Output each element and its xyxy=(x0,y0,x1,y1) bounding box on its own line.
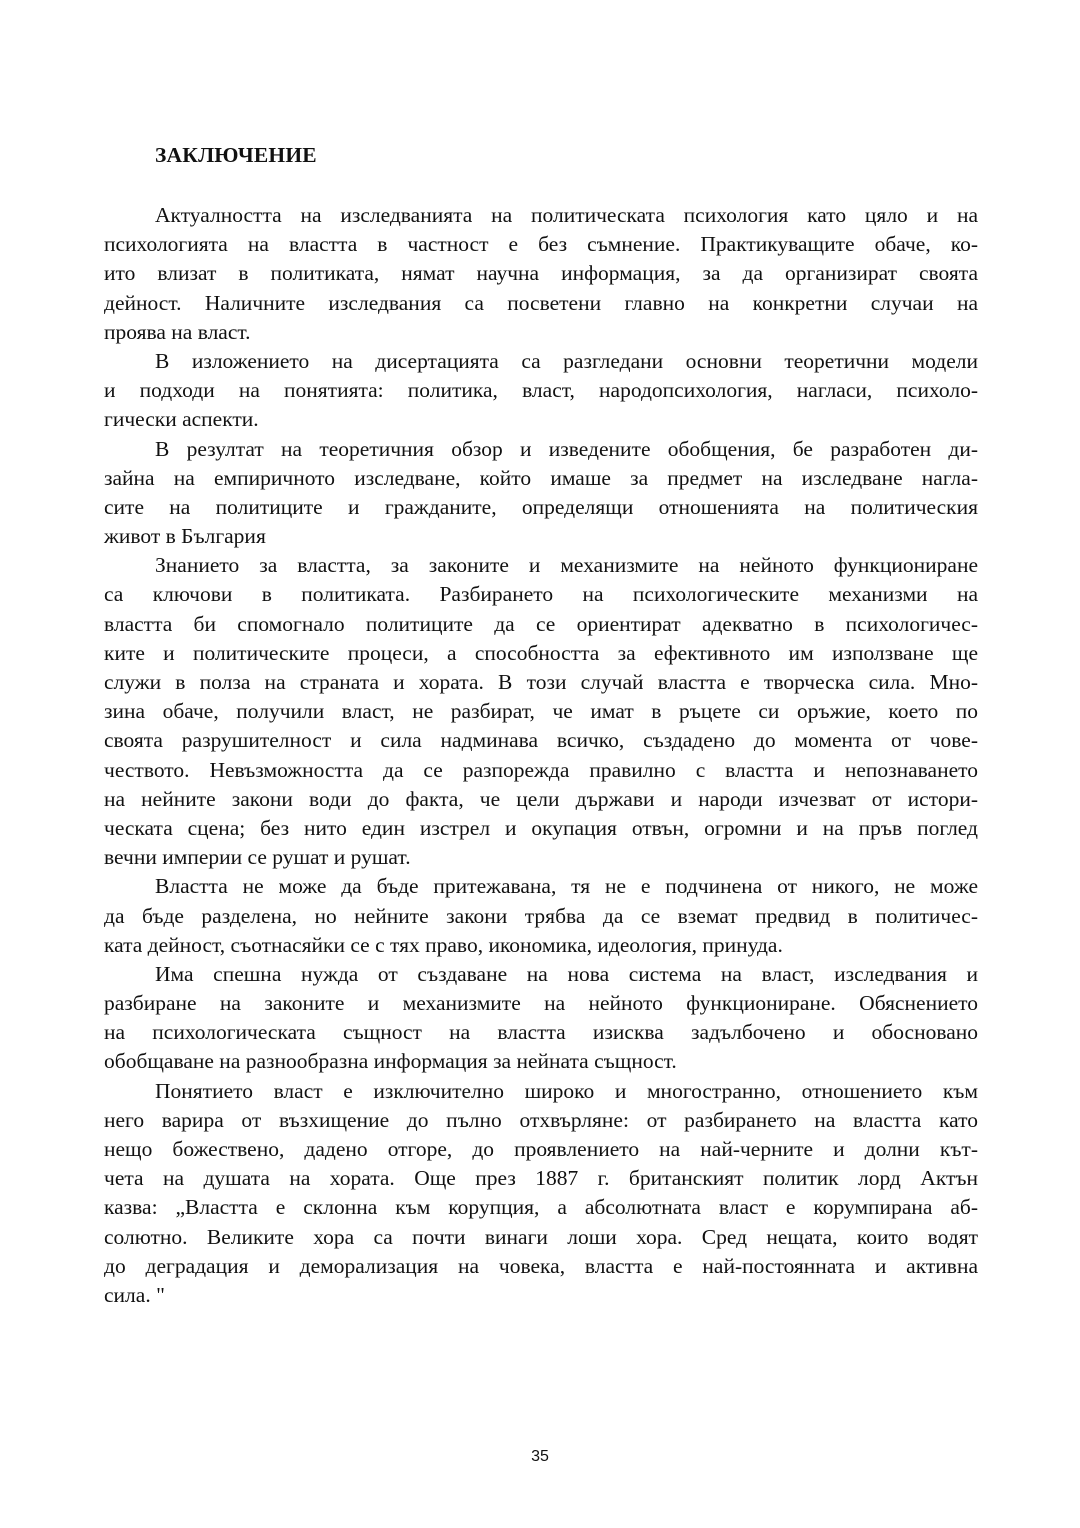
text-line: живот в България xyxy=(104,524,266,549)
text-line: психологията на властта в частност е без съмнение. Практикуващите обаче, ко- xyxy=(104,232,978,257)
text-line: Понятието власт е изключително широко и многостранно, отношението към xyxy=(155,1078,978,1103)
text-line: своята разрушителност и сила надминава всичко, създадено до момента от чове- xyxy=(104,728,978,753)
text-line: Знанието за властта, за законите и механизмите на нейното функциониране xyxy=(155,553,978,578)
text-line: сила. " xyxy=(104,1282,165,1307)
paragraph xyxy=(104,1077,978,1311)
text-line: него варира от възхищение до пълно отхвърляне: от разбирането на властта като xyxy=(104,1107,978,1132)
text-line: чета на душата на хората. Още през 1887 г. британският политик лорд Актън xyxy=(104,1166,978,1191)
text-line: на нейните закони води до факта, че цели държави и народи изчезват от истори- xyxy=(104,786,978,811)
page-number: 35 xyxy=(531,1448,549,1465)
text-line: на психологическата същност на властта изисква задълбочено и обосновано xyxy=(104,1020,978,1045)
text-line: да бъде разделена, но нейните закони трябва да се вземат предвид в политичес- xyxy=(104,903,978,928)
text-line: ито влизат в политиката, нямат научна информация, за да организират своята xyxy=(104,261,978,286)
text-line: В резултат на теоретичния обзор и изведените обобщения, бе разработен ди- xyxy=(155,436,978,461)
text-line: зина обаче, получили власт, не разбират, че имат в ръцете си оръжие, което по xyxy=(104,699,978,724)
text-line: В изложението на дисертацията са разгледани основни теоретични модели xyxy=(155,348,978,373)
text-line: вечни империи се рушат и рушат. xyxy=(104,845,411,870)
text-line: солютно. Великите хора са почти винаги лоши хора. Сред нещата, които водят xyxy=(104,1224,978,1249)
text-line: Актуалността на изследванията на политическата психология като цяло и на xyxy=(155,203,978,227)
text-line: обобщаване на разнообразна информация за нейната същност. xyxy=(104,1049,677,1074)
text-line: зайна на емпиричното изследване, който имаше за предмет на изследване нагла- xyxy=(104,465,978,490)
text-line: гически аспекти. xyxy=(104,407,259,432)
text-line: нещо божествено, дадено отгоре, до проявлението на най-черните и долни кът- xyxy=(104,1137,978,1161)
paragraph xyxy=(104,960,978,1077)
text-line: и подходи на понятията: политика, власт, народопсихология, нагласи, психоло- xyxy=(104,378,978,403)
text-line: служи в полза на страната и хората. В този случай властта е творческа сила. Мно- xyxy=(104,670,978,694)
paragraph xyxy=(104,201,978,347)
paragraph xyxy=(104,872,978,960)
text-line: ката дейност, съотнасяйки се с тях право, икономика, идеология, принуда. xyxy=(104,932,783,957)
text-line: до деградация и деморализация на човека, властта е най-постоянната и активна xyxy=(104,1253,978,1278)
text-line: властта би спомогнало политиците да се ориентират адекватно в психологичес- xyxy=(104,611,978,636)
text-line: казва: „Властта е склонна към корупция, а абсолютната власт е корумпирана аб- xyxy=(104,1195,978,1220)
text-line: ките и политическите процеси, а способността за ефективното им използване ще xyxy=(104,640,978,665)
text-line: дейност. Наличните изследвания са посветени главно на конкретни случаи на xyxy=(104,290,978,315)
text-line: Властта не може да бъде притежавана, тя не е подчинена от никого, не може xyxy=(155,874,978,899)
paragraph xyxy=(104,347,978,435)
text-line: Има спешна нужда от създаване на нова система на власт, изследвания и xyxy=(155,961,978,986)
text-line: са ключови в политиката. Разбирането на психологическите механизми на xyxy=(104,582,978,607)
text-line: разбиране на законите и механизмите на нейното функциониране. Обяснението xyxy=(104,991,978,1016)
document-body xyxy=(104,201,978,1310)
paragraph xyxy=(104,551,978,872)
text-line: проява на власт. xyxy=(104,319,251,344)
text-line: ческата сцена; без нито един изстрел и окупация отвън, огромни и на пръв поглед xyxy=(104,815,978,840)
text-line: сите на политиците и гражданите, определящи отношенията на политическия xyxy=(104,494,978,519)
text-line: чеството. Невъзможността да се разпорежда правилно с властта и непознаването xyxy=(104,757,978,782)
section-heading: ЗАКЛЮЧЕНИЕ xyxy=(155,143,317,167)
paragraph xyxy=(104,435,978,552)
